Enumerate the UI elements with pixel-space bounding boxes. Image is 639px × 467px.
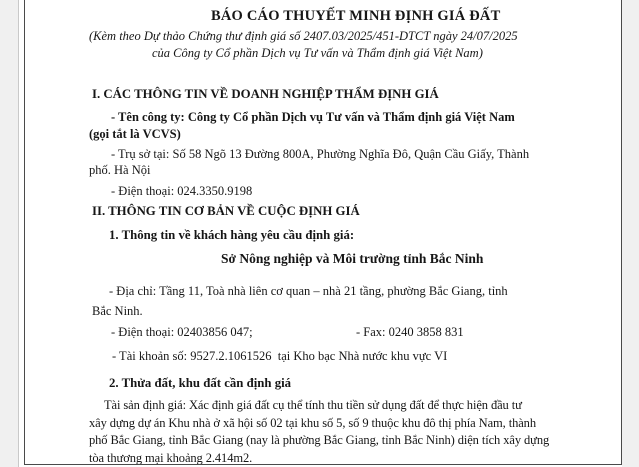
company-name-line1: - Tên công ty: Công ty Cổ phần Dịch vụ Tư vấn và Thẩm định giá Việt Nam [111,110,515,124]
document-body [89,8,613,465]
client-address-line1: - Địa chỉ: Tầng 11, Toà nhà liên cơ quan – nhà 21 tầng, phường Bắc Giang, tỉnh [109,284,508,298]
document-title: BÁO CÁO THUYẾT MINH ĐỊNH GIÁ ĐẤT [211,8,501,24]
company-name-line2: (gọi tắt là VCVS) [89,126,181,141]
client-account-number: - Tài khoản số: 9527.2.1061526 tại Kho bạc Nhà nước khu vực VI [112,349,448,363]
parcel-section-heading: 2. Thửa đất, khu đất cần định giá [109,376,292,390]
client-phone: - Điện thoại: 02403856 047; [111,325,253,339]
document-subtitle-line2: của Công ty Cổ phần Dịch vụ Tư vấn và Thẩm định giá Việt Nam) [152,45,483,60]
client-name: Sở Nông nghiệp và Môi trường tỉnh Bắc Ninh [221,250,484,266]
client-fax: - Fax: 0240 3858 831 [356,325,464,339]
client-address-item [89,281,613,321]
parcel-description [89,397,613,465]
section-i-heading: I. CÁC THÔNG TIN VỀ DOANH NGHIỆP THẨM ĐỊNH GIÁ [92,87,439,101]
client-phone-fax-row [89,322,613,342]
parcel-description-line1: Tài sản định giá: Xác định giá đất cụ thể tính thu tiền sử dụng đất để thực hiện đầu tư [104,398,522,412]
head-office-line2: phố. Hà Nội [89,163,151,177]
client-section-heading: 1. Thông tin về khách hàng yêu cầu định giá: [109,227,355,242]
parcel-description-line2: xây dựng dự án Khu nhà ở xã hội số 02 tại khu số 5, số 9 thuộc khu đô thị phía Nam, thành [89,415,536,430]
document-subtitle-line1: (Kèm theo Dự thảo Chứng thư định giá số 2407.03/2025/451-DTCT ngày 24/07/2025 [89,29,518,43]
client-address-line2: Bắc Ninh. [92,304,143,318]
head-office-line1: - Trụ sở tại: Số 58 Ngõ 13 Đường 800A, Phường Nghĩa Đô, Quận Cầu Giấy, Thành [111,146,530,161]
section-ii-heading: II. THÔNG TIN CƠ BẢN VỀ CUỘC ĐỊNH GIÁ [92,203,360,218]
company-phone: - Điện thoại: 024.3350.9198 [111,183,253,198]
document-page [18,0,622,467]
page-text-boundary [24,0,622,465]
company-name-item [89,109,613,142]
head-office-item [89,146,613,179]
parcel-description-line4: tòa thương mại khoảng 2.414m2. [89,450,253,465]
document-subtitle [89,28,613,61]
parcel-description-line3: phố Bắc Giang, tỉnh Bắc Giang (nay là phường Bắc Giang, tỉnh Bắc Ninh) diện tích xây dựng [89,433,550,447]
